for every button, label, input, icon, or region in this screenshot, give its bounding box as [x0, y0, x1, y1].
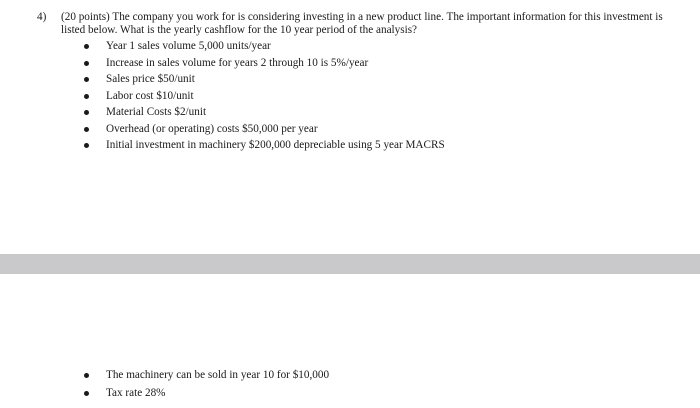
bullet-icon	[84, 391, 89, 396]
bullet-icon	[84, 127, 89, 132]
list-item-text: Increase in sales volume for years 2 through 10 is 5%/year	[106, 56, 369, 69]
list-item	[84, 38, 445, 55]
list-item	[84, 104, 445, 121]
list-item-text: Overhead (or operating) costs $50,000 per year	[106, 122, 318, 135]
list-item-text: The machinery can be sold in year 10 for $10,000	[106, 369, 330, 381]
question-text: (20 points) The company you work for is considering investing in a new product line. The important information for this investment is listed below. What is the yearly cashflow for the 10 year period of the analysis?	[61, 11, 663, 36]
list-item-text: Material Costs $2/unit	[106, 106, 207, 118]
bullet-icon	[84, 110, 89, 115]
list-item-text: Initial investment in machinery $200,000 depreciable using 5 year MACRS	[106, 139, 445, 151]
bullet-icon	[84, 373, 89, 378]
list-item	[84, 55, 445, 72]
bullet-icon	[84, 143, 89, 148]
list-item-text: Labor cost $10/unit	[106, 89, 194, 102]
list-item	[84, 121, 445, 138]
list-item	[84, 137, 445, 154]
bullet-icon	[84, 44, 89, 49]
list-item-text: Year 1 sales volume 5,000 units/year	[106, 40, 271, 52]
list-item-text: Tax rate 28%	[106, 387, 166, 399]
continued-list	[84, 366, 329, 402]
page-break-divider	[0, 254, 700, 274]
bullet-icon	[84, 77, 89, 82]
list-item	[84, 88, 445, 105]
list-item	[84, 366, 329, 384]
bullet-icon	[84, 94, 89, 99]
list-item-text: Sales price $50/unit	[106, 73, 195, 85]
list-item	[84, 71, 445, 88]
bullet-icon	[84, 61, 89, 66]
list-item	[84, 384, 329, 402]
question-number: 4)	[37, 11, 47, 23]
info-list	[84, 38, 445, 154]
